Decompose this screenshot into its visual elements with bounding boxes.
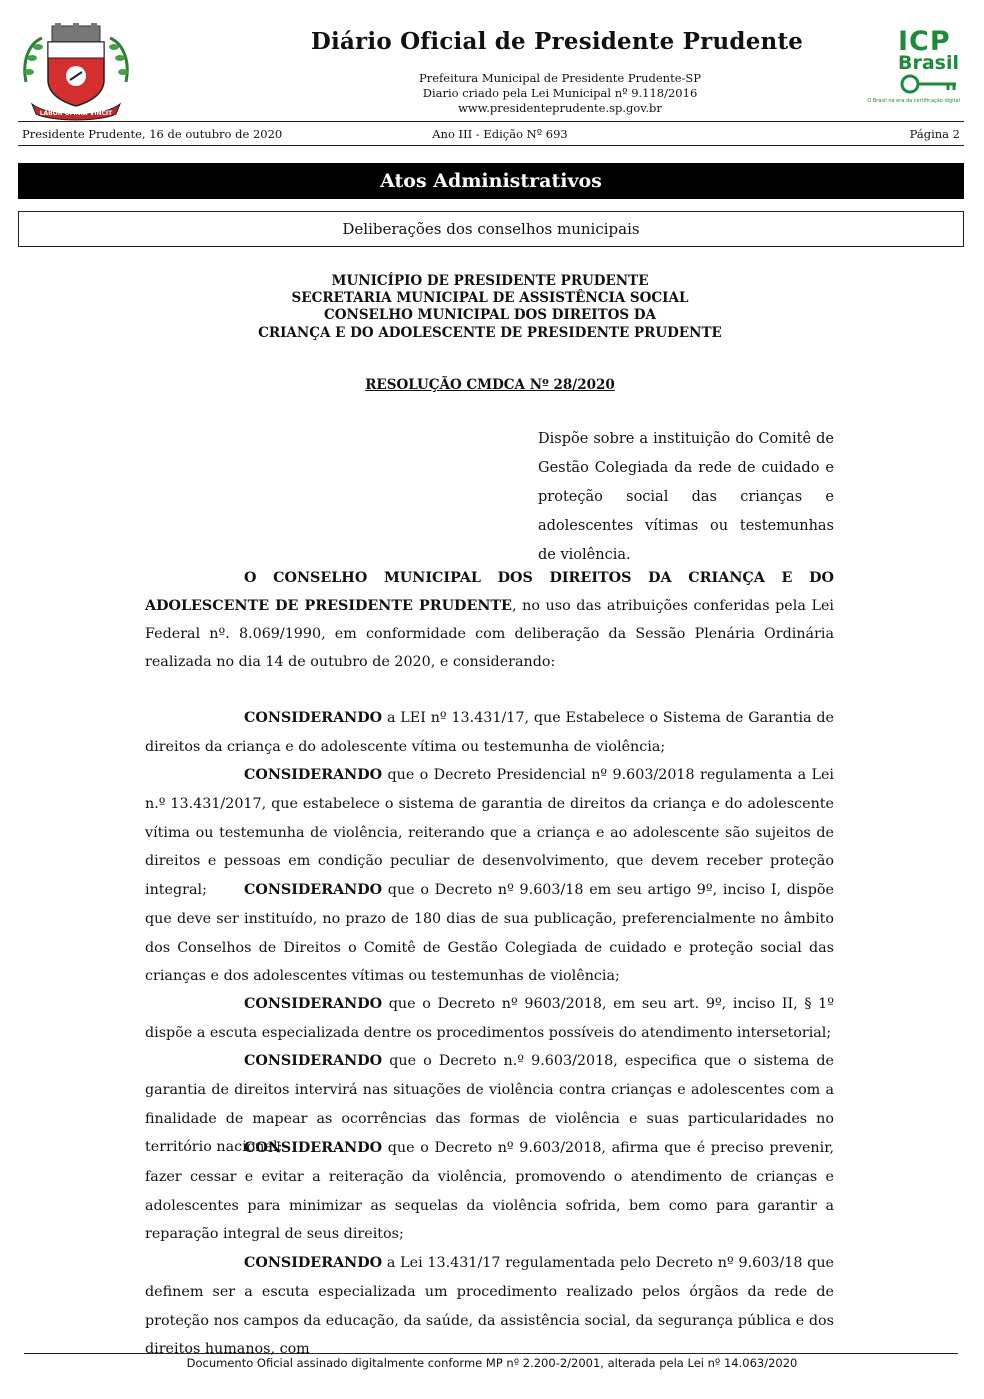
considerando-text: que o Decreto n.º 9.603/2018, especifica que o sistema de garantia de direitos intervirá nas situações de violência contra crianças e adolescentes com a finalidade de mapear as ocorrências das formas de violência e suas particularidades no território nacional; [145, 1053, 834, 1156]
header-rule-top [18, 121, 964, 122]
considerando-lead: CONSIDERANDO [244, 710, 383, 726]
publication-date: Presidente Prudente, 16 de outubro de 2020 [22, 127, 283, 141]
municipal-crest-logo [20, 22, 132, 122]
preamble-text: , no uso das atribuições conferidas pela Lei Federal nº. 8.069/1990, em conformidade com deliberação da Sessão Plenária Ordinária realizada no dia 14 de outubro de 2020, e considerando: [145, 598, 834, 670]
org-line-3: CONSELHO MUNICIPAL DOS DIREITOS DA [323, 307, 657, 323]
preamble [145, 564, 834, 676]
crest-motto: LABOR OMNIA VINCIT [39, 110, 113, 117]
considerando-lead: CONSIDERANDO [244, 1053, 383, 1069]
org-line-1: MUNICÍPIO DE PRESIDENTE PRUDENTE [331, 273, 649, 289]
considerando-3 [145, 876, 834, 991]
icp-logo-top: ICP [898, 26, 951, 57]
footer-rule [24, 1353, 958, 1354]
considerando-1 [145, 704, 834, 762]
org-line-2: SECRETARIA MUNICIPAL DE ASSISTÊNCIA SOCIAL [291, 290, 689, 306]
considerando-text: que o Decreto nº 9.603/2018, afirma que é preciso prevenir, fazer cessar e evitar a reiteração da violência, promovendo o atendimento de crianças e adolescentes para minimizar as sequelas da violência sofrida, bem como para garantir a reparação integral de seus direitos; [145, 1140, 834, 1243]
considerando-6 [145, 1134, 834, 1249]
subtitle-line-1: Prefeitura Municipal de Presidente Prudente-SP [419, 71, 701, 85]
considerando-lead: CONSIDERANDO [244, 882, 383, 898]
icp-tagline: O Brasil na era da certificação digital [867, 98, 960, 104]
key-icon [867, 72, 962, 110]
considerando-text: que o Decreto nº 9.603/18 em seu artigo 9º, inciso I, dispõe que deve ser instituído, no prazo de 180 dias de sua publicação, preferencialmente no âmbito dos Conselhos de Direitos o Comitê de Gestão Colegiada de cuidado e proteção social das crianças e dos adolescentes vítimas ou testemunhas de violência; [145, 882, 834, 985]
org-line-4: CRIANÇA E DO ADOLESCENTE DE PRESIDENTE PRUDENTE [258, 325, 722, 341]
considerando-text: a LEI nº 13.431/17, que Estabelece o Sistema de Garantia de direitos da criança e do adolescente vítima ou testemunha de violência; [145, 710, 834, 755]
subsection-box: Deliberações dos conselhos municipais [18, 211, 964, 247]
ementa: Dispõe sobre a instituição do Comitê de Gestão Colegiada da rede de cuidado e proteção social das crianças e adolescentes vítimas ou testemunhas de violência. [538, 431, 834, 563]
considerando-text: que o Decreto Presidencial nº 9.603/2018 regulamenta a Lei n.º 13.431/2017, que estabelece o sistema de garantia de direitos da criança e do adolescente vítima ou testemunha de violência, reiterando que a criança e ao adolescente são sujeitos de direitos e pessoas em condição peculiar de desenvolvimento, que devem receber proteção integral; [145, 767, 834, 899]
considerando-text: a Lei 13.431/17 regulamentada pelo Decreto nº 9.603/18 que definem ser a escuta especializada um procedimento realizado pelos órgãos da rede de proteção nos campos da educação, da saúde, da assistência social, da segurança pública e dos direitos humanos, com [145, 1255, 834, 1358]
footer-signature-note: Documento Oficial assinado digitalmente conforme MP nº 2.200-2/2001, alterada pela Lei nº 14.063/2020 [186, 1356, 798, 1370]
considerando-7 [145, 1249, 834, 1364]
newspaper-title: Diário Oficial de Presidente Prudente [310, 28, 804, 55]
considerando-4 [145, 990, 834, 1048]
resolution-title: RESOLUÇÃO CMDCA Nº 28/2020 [365, 377, 615, 393]
preamble-bold: O CONSELHO MUNICIPAL DOS DIREITOS DA CRIANÇA E DO ADOLESCENTE DE PRESIDENTE PRUDENTE [145, 570, 834, 614]
considerando-lead: CONSIDERANDO [244, 996, 383, 1012]
icp-logo-bottom: Brasil [898, 52, 960, 74]
considerando-lead: CONSIDERANDO [244, 1255, 383, 1271]
header-rule-bottom [18, 145, 964, 146]
section-banner: Atos Administrativos [18, 163, 964, 199]
page-number: Página 2 [909, 127, 960, 141]
edition-info: Ano III - Edição Nº 693 [432, 127, 568, 141]
subtitle-website: www.presidenteprudente.sp.gov.br [458, 101, 662, 115]
considerando-text: que o Decreto nº 9603/2018, em seu art. 9º, inciso II, § 1º dispõe a escuta especializada dentre os procedimentos possíveis do atendimento intersetorial; [145, 996, 834, 1041]
considerando-lead: CONSIDERANDO [244, 767, 383, 783]
subtitle-line-2: Diario criado pela Lei Municipal nº 9.118/2016 [422, 86, 698, 100]
icp-brasil-logo [867, 26, 962, 112]
considerando-lead: CONSIDERANDO [244, 1140, 383, 1156]
